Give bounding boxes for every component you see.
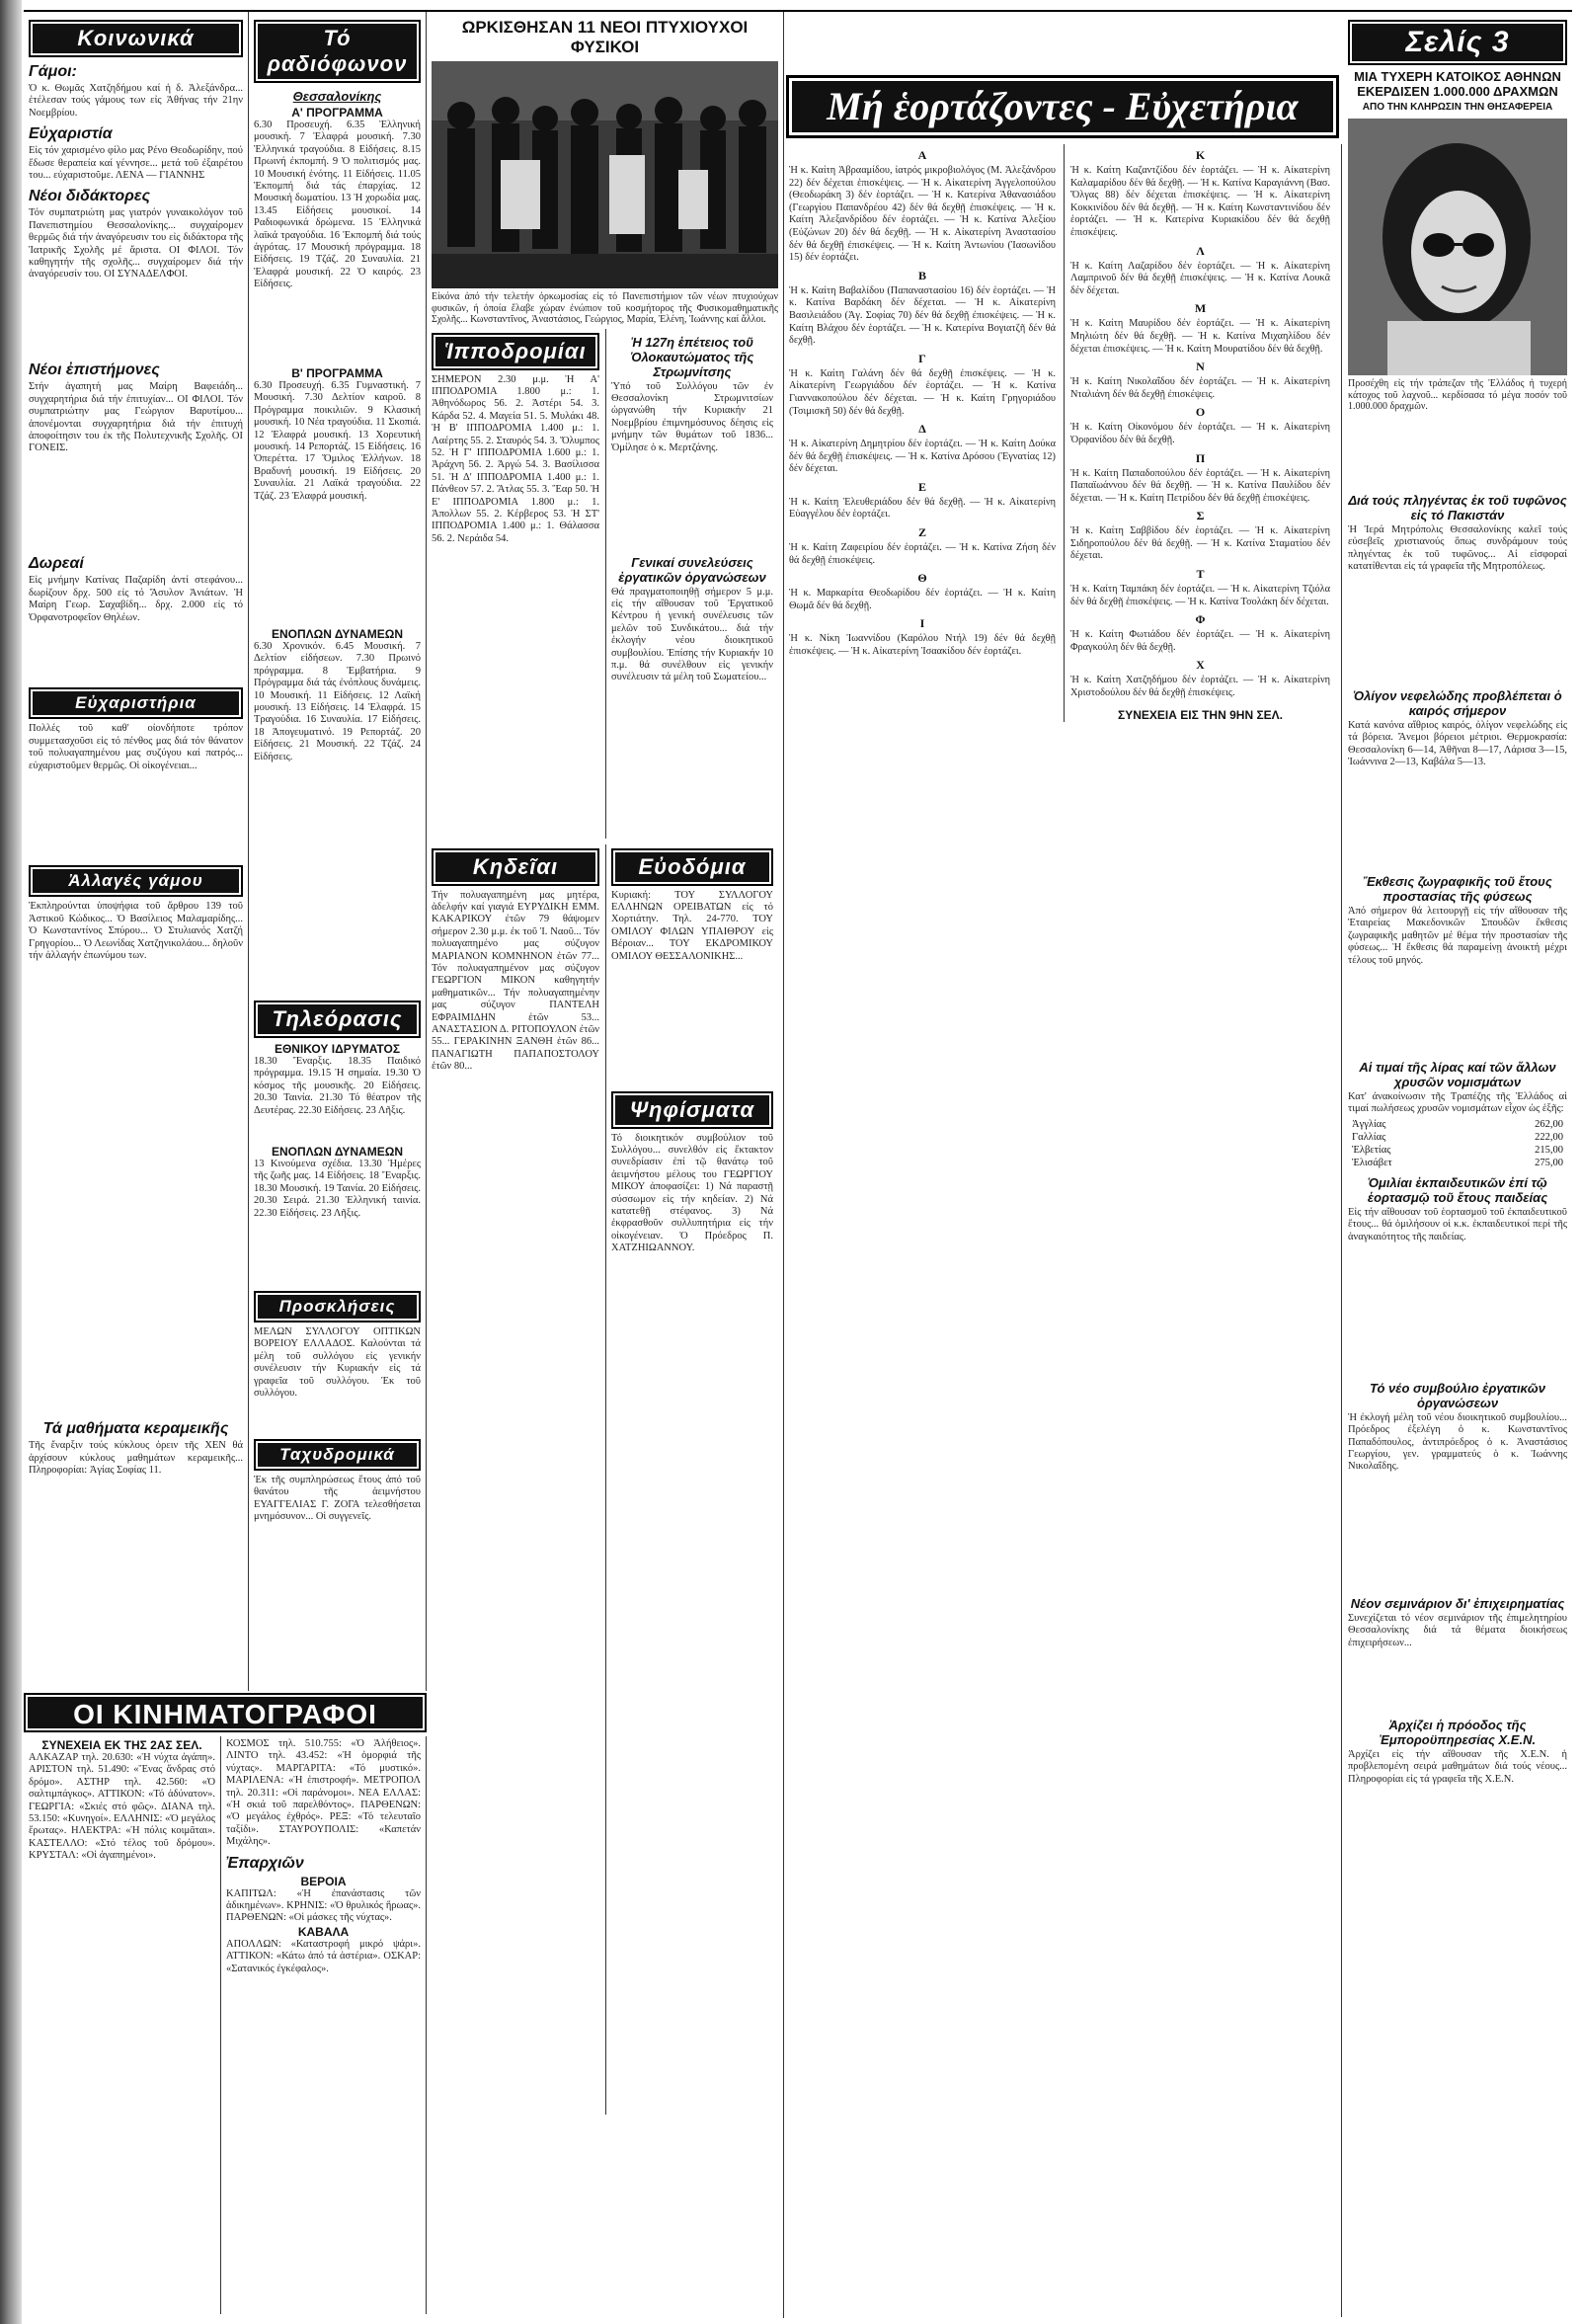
coin-row: Ἑλβετίας 215,00 [1352, 1144, 1563, 1156]
cinema-kavala-heading: ΚΑΒΑΛΑ [297, 1924, 350, 1939]
heading-epeteios: Ἡ 127η ἐπέτειος τοῦ Ὁλοκαυτώματος τῆς Στρωμνίτσης [630, 334, 754, 379]
list-p: Ἡ κ. Καίτη Παπαδοπούλου δέν ἑορτάζει. — Ἡ κ. Αἰκατερίνη Παπαϊωάννου δέν θά δεχθῇ. — Ἡ κ. Κατίνα Παυλίδου δέν δέχεται. — Ἡ κ. Καίτη Πετρίδου δέν θά δεχθῇ ἐπισκέψεις. [1070, 467, 1330, 504]
cinema-mid-list: ΚΟΣΜΟΣ τηλ. 510.755: «Ὁ Ἀλήθειος». ΛΙΝΤΟ τηλ. 43.452: «Ἡ ὀμορφιά τῆς νύχτας». ΜΑΡΓΑΡΙΤΑ: «Τό μυστικό». ΜΑΡΙΛΕΝΑ: «Ἡ ἐπιστροφή». ΜΕΤΡΟΠΟΛ τηλ. 20.311: «Οἱ παράνομοι». ΝΕΑ ΕΛΛΑΣ: «Ἡ σκιά τοῦ παρελθόντος». ΠΑΡΘΕΝΩΝ: «Ὁ μεγάλος ἐχθρός». ΡΕΞ: «Τό τελευταῖο ταξίδι». ΣΤΑΥΡΟΥΠΟΛΙΣ: «Καπετάν Μιχάλης». [226, 1738, 421, 1848]
list-i: Ἡ κ. Νίκη Ἰωαννίδου (Καρόλου Ντήλ 19) δέν θά δεχθῇ ἐπισκέψεις. — Ἡ κ. Αἰκατερίνη Ἰσαακίδου δέν ἑορτάζει. [789, 633, 1056, 658]
heading-geniki: Γενικαί συνελεύσεις ἐργατικῶν ὀργανώσεων [618, 554, 766, 585]
coin-price-table [1352, 1118, 1563, 1169]
graduates-photo-svg [432, 61, 778, 288]
letter-k: Κ [1195, 148, 1206, 162]
list-k: Ἡ κ. Καίτη Καζαντζίδου δέν ἑορτάζει. — Ἡ κ. Αἰκατερίνη Καλαμαρίδου δέν θά δεχθῇ. — Ἡ κ. Κατίνα Καραγιάννη (Βασ. Ὄλγας 88) δέν δέχεται ἐπισκέψεις. — Ἡ κ. Αἰκατερίνη Κοκκινίδου δέν θά δεχθῇ. — Ἡ κ. Καίτη Κωνσταντινίδου δέν ἑορτάζει. — Ἡ κ. Κατερίνα Κυριακίδου δέν θά δεχθῇ ἐπισκέψεις. [1070, 165, 1330, 238]
cinema-eparxies-heading: Ἐπαρχιῶν [226, 1854, 304, 1872]
column-news [427, 12, 784, 2318]
text-b-program: 6.30 Προσευχή. 6.35 Γυμναστική. 7 Μουσική. 7.30 Δελτίον καιροῦ. 8 Πρόγραμμα ποικιλιῶν. 9 Κλασική μουσική. 10 Νέα τραγούδια. 11 Σκοπιά. 12 Ἐλαφρά μουσική. 13 Χορευτική μουσική. 14 Ρεπορτάζ. 15 Εἰδήσεις. 16 Ὀπερέττα. 17 Ὅμιλος Ἑλλήνων. 18 Βραδυνή μουσική. 19 Εἰδήσεις. 20 Συναυλία. 21 Λαϊκά τραγούδια. 22 Τζάζ. 23 Ἐλαφρά μουσική. [254, 380, 421, 502]
text-a-program: 6.30 Προσευχή. 6.35 Ἑλληνική μουσική. 7 Ἐλαφρά μουσική. 7.30 Ἐλληνικά τραγούδια. 8 Εἰδήσεις. 8.15 Πρωινή ἐκπομπή. 9 Ὁ πολιτισμός μας. 10 Μουσική ἑνότης. 11 Εἰδήσεις. 11.05 Ἐκπομπή διά τάς ἐπαρχίας. 12 Μουσική δωματίου. 13 Ἡ χορωδία μας. 13.45 Εἰδήσεις μουσικοί. 14 Ραδιοφωνικά δρώμενα. 15 Ἑλληνικά λαϊκά τραγούδια. 16 Ἐκπομπή διά τούς ἀγρότας. 17 Μουσική πρόγραμμα. 18 Εἰδήσεις. 19 Τζάζ. 20 Συναυλία. 21 Ἐλαφρά μουσική. 22 Ὁ καιρός. 23 Εἰδήσεις. [254, 120, 421, 290]
section-banner-allages: Ἀλλαγές γάμου [29, 865, 243, 897]
list-x: Ἡ κ. Καίτη Χατζηδήμου δέν ἑορτάζει. — Ἡ κ. Αἰκατερίνη Χριστοδούλου δέν θά δεχθῇ ἐπισκέψεις. [1070, 675, 1330, 699]
letter-x: Χ [1196, 658, 1205, 673]
text-kairos: Κατά κανόνα αἴθριος καιρός, ὀλίγον νεφελώδης εἰς τά βόρεια. Ἄνεμοι βόρειοι μέτριοι. Θερμοκρασία: Θεσσαλονίκη 6—14, Ἀθῆναι 8—17, Λάρισα 3—15, Ἰωάννινα 2—13, Καβάλα 5—13. [1348, 720, 1567, 768]
text-syndesmos: Ἡ ἐκλογή μέλη τοῦ νέου διοικητικοῦ συμβουλίου... Πρόεδρος ἐξελέγη ὁ κ. Κωνσταντῖνος Παπαδόπουλος, ἀντιπρόεδρος ὁ κ. Ἀναστάσιος Γεωργίου, γεν. γραμματεύς ὁ κ. Ἰωάννης Νικολαΐδης. [1348, 1411, 1567, 1473]
list-m: Ἡ κ. Καίτη Μαυρίδου δέν ἑορτάζει. — Ἡ κ. Αἰκατερίνη Μηλιώτη δέν θά δεχθῇ. — Ἡ κ. Κατίνα Μιχαηλίδου δέν δέχεται ἐπισκέψεις. — Ἡ κ. Καίτη Μουρατίδου δέν θά δεχθῇ. [1070, 318, 1330, 355]
text-omilia: Εἰς τήν αἴθουσαν τοῦ ἑορτασμοῦ τοῦ ἐκπαιδευτικοῦ ἔτους... θά ὁμιλήσουν οἱ κ.κ. ἐκπαιδευτικοί περί τῆς ἀναγκαιότητος τῆς παιδείας. [1348, 1206, 1567, 1242]
coin-row: Ἐλισάβετ 275,00 [1352, 1157, 1563, 1168]
text-arxi: Ἀρχίζει εἰς τήν αἴθουσαν τῆς Χ.Ε.Ν. ἡ προβλεπομένη σειρά μαθημάτων διά τούς νέους... Πληροφορίαι εἰς τά γραφεῖα τῆς Χ.Ε.Ν. [1348, 1748, 1567, 1785]
text-taxydromika: Ἐκ τῆς συμπληρώσεως ἔτους ἀπό τοῦ θανάτου τῆς ἀειμνήστου ΕΥΑΓΓΕΛΙΑΣ Γ. ΖΟΓΑ τελεσθήσεται μνημόσυνον... Οἱ συγγενεῖς. [254, 1475, 421, 1523]
section-banner-euodia: Εὐοδόμια [611, 848, 773, 886]
photo-winner [1348, 119, 1567, 375]
section-banner-selis: Σελίς 3 [1348, 20, 1567, 65]
section-banner-taxydromika: Ταχυδρομικά [254, 1439, 421, 1471]
list-l: Ἡ κ. Καίτη Λαζαρίδου δέν ἑορτάζει. — Ἡ κ. Αἰκατερίνη Λαμπρινοῦ δέν θά δεχθῇ ἐπισκέψεις. — Ἡ κ. Κατίνα Λουκᾶ δέν δέχεται. [1070, 260, 1330, 296]
text-eirt: 18.30 Ἔναρξις. 18.35 Παιδικό πρόγραμμα. 19.15 Ἡ σημαία. 19.30 Ὁ κόσμος τῆς μουσικῆς. 20 Εἰδήσεις. 20.30 Ταινία. 21.30 Τό θέατρον τῆς Δευτέρας. 22.30 Εἰδήσεις. 23 Λῆξις. [254, 1056, 421, 1116]
heading-coin-prices: Αἱ τιμαί τῆς λίρας καί τῶν ἄλλων χρυσῶν νομισμάτων [1359, 1060, 1556, 1089]
letter-a: Α [917, 148, 927, 162]
list-n: Ἡ κ. Καίτη Νικολαΐδου δέν ἑορτάζει. — Ἡ κ. Αἰκατερίνη Νταλιάνη δέν θά δεχθῇ ἐπισκέψεις. [1070, 376, 1330, 400]
heading-neoi-epistimones: Νέοι ἐπιστήμονες [29, 361, 160, 379]
section-banner-tv: Τηλεόρασις [254, 1001, 421, 1038]
heading-ekthesi: Ἔκθεσις ζωγραφικῆς τοῦ ἔτους προστασίας τῆς φύσεως [1363, 874, 1552, 904]
section-banner-psifisma: Ψηφίσματα [611, 1091, 773, 1129]
list-th: Ἡ κ. Μαρκαρίτα Θεοδωρίδου δέν ἑορτάζει. — Ἡ κ. Καίτη Θωμᾶ δέν θά δεχθῇ. [789, 588, 1056, 611]
section-banner-ippodromia: Ἱπποδρομίαι [432, 333, 599, 370]
text-geniki: Θά πραγματοποιηθῇ σήμερον 5 μ.μ. εἰς τήν αἴθουσαν τοῦ Ἐργατικοῦ Κέντρου ἡ γενική συνέλευσις τῶν μελῶν τοῦ Συνδικάτου... διά τήν ἐκλογήν νέου διοικητικοῦ συμβουλίου. Ἐπίσης τήν Κυριακήν 10 π.μ. θά συνέλθουν εἰς γενικήν συνέλευσιν τά μέλη τοῦ Σωματείου... [611, 586, 773, 683]
text-psifisma: Τό διοικητικόν συμβούλιον τοῦ Συλλόγου... συνελθόν εἰς ἔκτακτον συνεδρίασιν ἐπί τῷ θανάτῳ τοῦ ἀειμνήστου μέλους του ΓΕΩΡΓΙΟΥ ΜΙΚΟΥ ἀποφασίζει: 1) Νά παραστῇ σύσσωμον εἰς τήν κηδείαν. 2) Νά κατατεθῇ στέφανος. 3) Νά ἐκφρασθοῦν συλλυπητήρια εἰς τήν οἰκογένειαν. Ὁ Πρόεδρος Π. ΧΑΤΖΗΙΩΑΝΝΟΥ. [611, 1132, 773, 1254]
heading-arxi: Ἀρχίζει ἡ πρόοδος τῆς Ἐμποροϋπηρεσίας Χ.Ε.Ν. [1379, 1717, 1537, 1747]
list-f: Ἡ κ. Καίτη Φωτιάδου δέν ἑορτάζει. — Ἡ κ. Αἰκατερίνη Φραγκούλη δέν θά δεχθῇ. [1070, 629, 1330, 653]
letter-f: Φ [1195, 612, 1206, 627]
text-euodia: Κυριακή: ΤΟΥ ΣΥΛΛΟΓΟΥ ΕΛΛΗΝΩΝ ΟΡΕΙΒΑΤΩΝ εἰς τό Χορτιάτην. Τηλ. 24-770. ΤΟΥ ΟΜΙΛΟΥ ΦΙΛΩΝ ΥΠΑΙΘΡΟΥ εἰς Βέροιαν... ΤΟΥ ΕΚΔΡΟΜΙΚΟΥ ΟΜΙΛΟΥ ΘΕΣΣΑΛΟΝΙΚΗΣ... [611, 889, 773, 962]
list-g: Ἡ κ. Καίτη Γαλάνη δέν θά δεχθῇ ἐπισκέψεις. — Ἡ κ. Αἰκατερίνη Γεωργιάδου δέν ἑορτάζει. — Ἡ κ. Κατίνα Γιαννακοπούλου δέν δέχεται. — Ἡ κ. Καίτη Γρηγοριάδου (Τσιμισκῆ 50) δέν θά δεχθῇ. [789, 367, 1056, 417]
kicker-lottery: ΜΙΑ ΤΥΧΕΡΗ ΚΑΤΟΙΚΟΣ ΑΘΗΝΩΝ ΕΚΕΡΔΙΣΕΝ 1.000.000 ΔΡΑΧΜΩΝ [1354, 69, 1561, 99]
heading-b-program: Β' ΠΡΟΓΡΑΜΜΑ [291, 366, 383, 380]
heading-neoi-didaktores: Νέοι διδάκτορες [29, 188, 150, 205]
heading-thessaloniki: Θεσσαλονίκης [292, 89, 382, 104]
cinema-veroia-heading: ΒΕΡΟΙΑ [300, 1874, 347, 1888]
list-a: Ἡ κ. Καίτη Ἀβρααμίδου, ἰατρός μικροβιολόγος (Μ. Ἀλεξάνδρου 22) δέν δέχεται ἐπισκέψεις. — Ἡ κ. Αἰκατερίνη Ἀγγελοπούλου (Θεοδωράκη 3) δέν ἑορτάζει. — Ἡ κ. Κατερίνα Ἀθανασιάδου (Γεωργίου Παπανδρέου 42) δέν θά δεχθῇ ἐπισκέψεις. — Ἡ κ. Καίτη Ἀλεξανδρίδου δέν ἑορτάζει. — Ἡ κ. Κατίνα Ἀλεξίου (Εὐζώνων 20) δέν θά δεχθῇ. — Ἡ κ. Αἰκατερίνη Ἀναστασίου δέν θά δεχθῇ ἐπισκέψεις. — Ἡ κ. Καίτη Ἀντωνίου (Ἰασωνίδου 15) δέν ἑορτάζει. [789, 165, 1056, 264]
section-banner-kideia: Κηδεῖαι [432, 848, 599, 886]
heading-omilia: Ὁμιλίαι ἐκπαιδευτικῶν ἐπί τῷ ἑορτασμῷ τοῦ ἔτους παιδείας [1367, 1174, 1548, 1205]
heading-nea: Νέον σεμινάριον δι' ἐπιχειρηματίας [1350, 1595, 1565, 1611]
cinema-kavala-list: ΑΠΟΛΛΩΝ: «Καταστροφή μικρό ψάρι». ΑΤΤΙΚΟΝ: «Κάτω ἀπό τά ἀστέρια». ΟΣΚΑΡ: «Σατανικός ἐγκέφαλος». [226, 1938, 421, 1974]
letter-z: Ζ [917, 525, 926, 540]
section-banner-social: Κοινωνικά [29, 20, 243, 57]
heading-kairos: Ὀλίγον νεφελώδης προβλέπεται ὁ καιρός σήμερον [1353, 688, 1562, 718]
headline-physicists: ΩΡΚΙΣΘΗΣΑΝ 11 ΝΕΟΙ ΠΤΥΧΙΟΥΧΟΙ ΦΥΣΙΚΟΙ [461, 18, 749, 56]
letter-e: Ε [917, 479, 926, 494]
text-ekthesi: Ἀπό σήμερον θά λειτουργῇ εἰς τήν αἴθουσαν τῆς Ἑταιρείας Μακεδονικῶν Σπουδῶν ἔκθεσις ζωγραφικῆς μαθητῶν μέ θέμα τήν προστασίαν τῆς φύσεως... Ἡ ἔκθεσις θά παραμείνῃ ἀνοικτή μέχρι τέλους τοῦ μηνός. [1348, 906, 1567, 966]
heading-enoplon: ΕΝΟΠΛΩΝ ΔΥΝΑΜΕΩΝ [271, 627, 403, 641]
list-s: Ἡ κ. Καίτη Σαββίδου δέν ἑορτάζει. — Ἡ κ. Αἰκατερίνη Σιδηροπούλου δέν θά δεχθῇ. — Ἡ κ. Κατίνα Σταματίου δέν δέχεται. [1070, 525, 1330, 562]
section-banner-euxaristiria: Εὐχαριστήρια [29, 687, 243, 719]
list-t: Ἡ κ. Καίτη Ταμπάκη δέν ἑορτάζει. — Ἡ κ. Αἰκατερίνη Τζιόλα δέν θά δεχθῇ ἐπισκέψεις. — Ἡ κ. Κατίνα Τσολάκη δέν δέχεται. [1070, 584, 1330, 607]
letter-th: Θ [917, 571, 927, 586]
list-b: Ἡ κ. Καίτη Βαβαλίδου (Παπαναστασίου 16) δέν ἑορτάζει. — Ἡ κ. Κατίνα Βαρδάκη δέν δέχεται. — Ἡ κ. Αἰκατερίνη Βασιλειάδου (Ἀγ. Σοφίας 70) δέν θά δεχθῇ ἐπισκέψεις. — Ἡ κ. Καίτη Βλάχου δέν ἑορτάζει. — Ἡ κ. Κατερίνα Βογιατζῆ δέν θά δεχθῇ. [789, 284, 1056, 347]
column-radio [249, 12, 427, 1691]
winner-photo-svg [1348, 119, 1567, 375]
list-z: Ἡ κ. Καίτη Ζαφειρίου δέν ἑορτάζει. — Ἡ κ. Κατίνα Ζήση δέν θά δεχθῇ ἐπισκέψεις. [789, 542, 1056, 566]
cinema-right [221, 1736, 427, 2314]
caption-winner: Προσέχθη εἰς τήν τράπεζαν τῆς Ἑλλάδος ἡ τυχερή κάτοχος τοῦ λαχνοῦ... κερδίσασα τό μέγα ποσόν τοῦ 1.000.000 δραχμῶν. [1348, 378, 1567, 412]
newspaper-page [24, 10, 1572, 2316]
column-right [1343, 12, 1572, 2318]
text-prosklisis: ΜΕΛΩΝ ΣΥΛΛΟΓΟΥ ΟΠΤΙΚΩΝ ΒΟΡΕΙΟΥ ΕΛΛΑΔΟΣ. Καλούνται τά μέλη τοῦ συλλόγου εἰς γενικήν συνέλευσιν τήν Κυριακήν εἰς τά γραφεῖα τοῦ συλλόγου. Ἐκ τοῦ συλλόγου. [254, 1326, 421, 1400]
text-neoi-epistimones: Στήν ἀγαπητή μας Μαίρη Βαφειάδη... συγχαρητήρια διά τήν ἐπιτυχίαν... ΟΙ ΦΙΛΟΙ. Τόν συμπατριώτην μας Γεώργιον Βαρυτίμου... ἀπονέμονται συγχαρητήρια διά τήν ἐπιτυχή ἀποφοίτησιν του ἐκ τῆς Πολυτεχνικῆς Σχολῆς. ΟΙ ΓΟΝΕΙΣ. [29, 381, 243, 454]
letter-g: Γ [918, 351, 926, 365]
text-plhgentes: Ἡ Ἱερά Μητρόπολις Θεσσαλονίκης καλεῖ τούς εὐσεβεῖς χριστιανούς ὅπως συνδράμουν τούς πληγέντας ἐκ τοῦ τυφῶνος... Αἱ εἰσφοραί κατατίθενται εἰς τά γραφεῖα τῆς Μητροπόλεως. [1348, 524, 1567, 573]
cinema-left [24, 1736, 221, 2314]
letter-b: Β [917, 268, 926, 282]
list-e: Ἡ κ. Καίτη Ἐλευθεριάδου δέν θά δεχθῇ. — Ἡ κ. Αἰκατερίνη Εὐαγγέλου δέν ἑορτάζει. [789, 496, 1056, 521]
heading-a-program: Α' ΠΡΟΓΡΑΜΜΑ [291, 106, 383, 120]
text-mathimata: Τῆς ἔναρξιν τούς κύκλους ὀρειν τῆς ΧΕΝ θά ἀρχίσουν κύκλους μαθημάτων κεραμεικῆς... Πληροφορίαι: Ἁγίας Σοφίας 11. [29, 1440, 243, 1477]
section-banner-radio: Τό ραδιόφωνον [254, 20, 421, 83]
title-mi-eortazontes: Μή ἑορτάζοντες - Εὐχετήρια [786, 75, 1339, 138]
text-allages: Ἐκπληρούνται ὑποψήφια τοῦ ἄρθρου 139 τοῦ Ἀστικοῦ Κώδικος... Ὁ Βασίλειος Μαλαμαρίδης... Ὁ Κωνσταντίνος Σπύρου... Ὁ Στυλιανός Χατζή Γρηγορίου... Ὁ Λεωνίδας Χατζηνικολάου... δηλοῦν τήν ἀλλαγήν ἐπωνύμου των. [29, 901, 243, 962]
heading-euxaristia: Εὐχαριστία [29, 125, 113, 143]
text-nea: Συνεχίζεται τό νέον σεμινάριον τῆς ἐπιμελητηρίου Θεσσαλονίκης διά τά θέματα διοικήσεως ἐπιχειρήσεων... [1348, 1612, 1567, 1648]
text-euxaristiria: Πολλές τοῦ καθ' οἰονδήποτε τρόπον συμμετασχοῦσι εἰς τό πένθος μας διά τόν θάνατον τοῦ πολυαγαπημένου μας συζύγου καί πατρός... εὐχαριστοῦμεν θερμῶς. Οἱ οἰκογένειαι... [29, 723, 243, 771]
letter-t: Τ [1196, 567, 1205, 582]
continued-note: ΣΥΝΕΧΕΙΑ ΕΙΣ ΤΗΝ 9ΗΝ ΣΕΛ. [1118, 707, 1283, 722]
text-neoi-didaktores: Τόν συμπατριώτη μας γιατρόν γυναικολόγον τοῦ Πανεπιστημίου Θεσσαλονίκης... συγχαίρομεν θερμῶς διά τήν ἀναγόρευσιν του εἰς διδάκτορα τῆς Ἰατρικῆς Σχολῆς μέ ἄριστα. ΟΙ ΦΙΛΟΙ. Τόν καθηγητήν τῆς σχολῆς... συγχαίρομεν διά τήν ἀναγόρευσίν του. ΟΙ ΣΥΝΑΔΕΛΦΟΙ. [29, 207, 243, 280]
cinema-left-list: ΑΛΚΑΖΑΡ τηλ. 20.630: «Ἡ νύχτα ἀγάπη». ΑΡΙΣΤΟΝ τηλ. 51.490: «Ἕνας ἄνδρας στό δρόμο». ΑΣΤΗΡ τηλ. 42.560: «Ὁ σαλτιμπάγκος». ΑΤΤΙΚΟΝ: «Τό ἀδύνατον». ΓΕΩΡΓΙΑ: «Σκιές στό φῶς». ΔΙΑΝΑ τηλ. 53.150: «Κυνηγοί». ΕΛΛΗΝΙΣ: «Ὁ μεγάλος ἔρωτας». ΗΛΕΚΤΡΑ: «Ἡ πόλις κοιμᾶται». ΚΑΣΤΕΛΛΟ: «Στό τέλος τοῦ δρόμου». ΚΡΥΣΤΑΛ: «Οἱ ἀγαπημένοι». [29, 1752, 215, 1862]
name-days-right [1064, 144, 1330, 722]
name-days-left [789, 144, 1056, 722]
heading-dorea: Δωρεαί [29, 555, 84, 573]
text-gamoi: Ὁ κ. Θωμᾶς Χατζηδήμου καί ἡ δ. Ἀλεξάνδρα... ἐτέλεσαν τούς γάμους των εἰς Ἀθήνας τήν 21ην Νοεμβρίου. [29, 83, 243, 119]
letter-s: Σ [1196, 509, 1205, 523]
text-euxaristia: Εἰς τόν χαρισμένο φίλο μας Ρένο Θεοδωρίδην, πού ἔδωσε θεραπεία καί γέννησε... μετά τοῦ ἐξαιρέτου του... εὐχαριστοῦμε. ΛΕΝΑ — ΓΙΑΝΝΗΣ [29, 145, 243, 182]
heading-mathimata: Τά μαθήματα κεραμεικῆς [42, 1420, 229, 1438]
letter-p: Π [1195, 450, 1206, 465]
text-kideia: Τήν πολυαγαπημένη μας μητέρα, ἀδελφήν καί γιαγιά ΕΥΡΥΔΙΚΗ ΕΜΜ. ΚΑΚΑΡΙΚΟΥ ἐτῶν 79 θάψομεν σήμερον 2.30 μ.μ. ἐκ τοῦ Ἱ. Ναοῦ... Τόν πολυαγαπημένο μας σύζυγον ΜΑΡΙΑΝΟΝ ΚΟΜΝΗΝΟΝ ἐτῶν 77... Τόν πολυαγαπημένον μας σύζυγον ΓΕΩΡΓΙΟΝ ΜΙΚΟΝ καθηγητήν μαθηματικῶν... Τήν πολυαγαπημένην μας σύζυγον ΠΑΝΤΕΛΗ ΕΦΡΑΙΜΙΔΗΝ ἐτῶν 53... ΑΝΑΣΤΑΣΙΟΝ Δ. ΡΙΤΟΠΟΥΛΟΝ ἐτῶν 55... ΓΕΡΑΚΙΝΗΝ ΞΑΝΘΗ ἐτῶν 86... ΠΑΝΑΓΙΩΤΗ ΠΑΠΑΠΟΣΤΟΛΟΥ ἐτῶν 80... [432, 889, 599, 1073]
coin-row: Ἀγγλίας 262,00 [1352, 1118, 1563, 1130]
heading-eirt: ΕΘΝΙΚΟΥ ΙΔΡΥΜΑΤΟΣ [274, 1042, 401, 1056]
photo-graduates [432, 61, 778, 288]
heading-gamoi: Γάμοι: [29, 63, 77, 80]
text-enoplon: 6.30 Χρονικόν. 6.45 Μουσική. 7 Δελτίον εἰδήσεων. 7.30 Πρωινό πρόγραμμα. 8 Ἐμβατήρια. 9 Πρόγραμμα διά τάς ἐνόπλους δυνάμεις. 10 Μουσική. 11 Εἰδήσεις. 12 Λαϊκή μουσική. 13 Εἰδήσεις. 14 Ἐλαφρά. 15 Τραγούδια. 16 Συναυλία. 17 Εἰδήσεις. 18 Ἀπογευματινό. 19 Ρεπορτάζ. 20 Εἰδήσεις. 21 Μουσική. 22 Τζάζ. 24 Εἰδήσεις. [254, 641, 421, 762]
column-social [24, 12, 249, 1691]
letter-i: Ι [919, 616, 925, 631]
letter-n: Ν [1196, 360, 1205, 374]
heading-plhgentes: Διά τούς πληγέντας ἐκ τοῦ τυφῶνος εἰς τό Πακιστάν [1348, 493, 1567, 522]
letter-o: Ο [1195, 405, 1206, 420]
column-name-days [784, 144, 1342, 2317]
section-banner-prosklisis: Προσκλήσεις [254, 1291, 421, 1322]
heading-syndesmos: Τό νέο συμβούλιο ἐργατικῶν ὀργανώσεων [1369, 1380, 1545, 1410]
letter-m: Μ [1194, 301, 1207, 316]
letter-l: Λ [1196, 243, 1205, 258]
text-coin-prices: Κατ' ἀνακοίνωσιν τῆς Τραπέζης τῆς Ἑλλάδος αἱ τιμαί πωλήσεως χρυσῶν νομισμάτων εἶχον ὡς ἑξῆς: [1348, 1091, 1567, 1115]
cinema-veroia-list: ΚΑΠΙΤΩΛ: «Ἡ ἐπανάστασις τῶν ἀδικημένων». ΚΡΗΝΙΣ: «Ὁ θρυλικός ἥρωας». ΠΑΡΘΕΝΩΝ: «Οἱ μάσκες τῆς νύχτας». [226, 1887, 421, 1924]
list-o: Ἡ κ. Καίτη Οἰκονόμου δέν ἑορτάζει. — Ἡ κ. Αἰκατερίνη Ὀρφανίδου δέν θά δεχθῇ. [1070, 422, 1330, 445]
text-ippodromia: ΣΗΜΕΡΟΝ 2.30 μ.μ. Ἡ Α' ΙΠΠΟΔΡΟΜΙΑ 1.800 μ.: 1. Ἀθηνόδωρος 56. 2. Ἀστέρι 54. 3. Κάρδα 52. 4. Μαγεία 51. 5. Μυλάκι 48. Ἡ Β' ΙΠΠΟΔΡΟΜΙΑ 1.400 μ.: 1. Λαέρτης 55. 2. Σταυρός 54. 3. Ὄλυμπος 52. Ἡ Γ' ΙΠΠΟΔΡΟΜΙΑ 1.600 μ.: 1. Ἀράχνη 56. 2. Ἀργώ 54. 3. Βασίλισσα 51. Ἡ Δ' ΙΠΠΟΔΡΟΜΙΑ 1.400 μ.: 1. Πάνθεον 57. 2. Ἄτλας 55. 3. Ἔαρ 50. Ἡ Ε' ΙΠΠΟΔΡΟΜΙΑ 1.800 μ.: 1. Ἀπολλων 55. 2. Κέρβερος 53. Ἡ ΣΤ' ΙΠΠΟΔΡΟΜΙΑ 1.400 μ.: 1. Θάλασσα 56. 2. Νεράιδα 54. [432, 373, 599, 544]
scan-edge [0, 0, 22, 2324]
caption-graduates: Εἰκόνα ἀπό τήν τελετήν ὁρκωμοσίας εἰς τό Πανεπιστήμιον τῶν νέων πτυχιούχων φυσικῶν, ἡ ὁποία ἔλαβε χώραν ἐνώπιον τοῦ κοσμήτορος τῆς Φυσικομαθηματικῆς Σχολῆς... Κωνσταντῖνος, Ἀναστάσιος, Γεώργιος, Μαρία, Ἑλένη, Ἰωάννης καί ἄλλοι. [432, 291, 778, 325]
text-epeteios: Ὑπό τοῦ Συλλόγου τῶν ἐν Θεσσαλονίκη Στρωμνιτσίων ὠργανώθη τήν Κυριακήν 21 Νοεμβρίου ἐπιμνημόσυνος δέησις εἰς μνήμην τῶν θυμάτων τοῦ 1836... Ὁμίλησε ὁ κ. Μερτζάνης. [611, 380, 773, 453]
heading-yened: ΕΝΟΠΛΩΝ ΔΥΝΑΜΕΩΝ [271, 1145, 403, 1159]
letter-d: Δ [918, 422, 926, 437]
list-d: Ἡ κ. Αἰκατερίνη Δημητρίου δέν ἑορτάζει. — Ἡ κ. Καίτη Δούκα δέν θά δεχθῇ ἐπισκέψεις. — Ἡ κ. Κατίνα Δρόσου (Ἐγνατίας 12) δέν δέχεται. [789, 439, 1056, 475]
subkicker-lottery: ΑΠΟ ΤΗΝ ΚΛΗΡΩΣΙΝ ΤΗΝ ΘΗΣΑΦΕΡΕΙΑ [1362, 102, 1553, 113]
cinema-banner: ΟΙ ΚΙΝΗΜΑΤΟΓΡΑΦΟΙ [24, 1693, 427, 1732]
text-yened: 13 Κινούμενα σχέδια. 13.30 Ἡμέρες τῆς ζωῆς μας. 14 Εἰδήσεις. 18 Ἔναρξις. 18.30 Μουσική. 19 Ταινία. 20 Εἰδήσεις. 20.30 Σειρά. 21.30 Ἑλληνική ταινία. 22.30 Εἰδήσεις. 23 Λῆξις. [254, 1159, 421, 1219]
coin-row: Γαλλίας 222,00 [1352, 1131, 1563, 1143]
cinema-continue-heading: ΣΥΝΕΧΕΙΑ ΕΚ ΤΗΣ 2ΑΣ ΣΕΛ. [41, 1738, 202, 1752]
text-dorea: Εἰς μνήμην Κατίνας Παζαρίδη ἀντί στεφάνου... δωρίζουν δρχ. 500 εἰς τό Ἄσυλον Ἀνιάτων. Ἡ Μαίρη Γεωρ. Σαχαβίδη... δρχ. 2.000 εἰς τό Ὀρφανοτροφεῖον Θηλέων. [29, 575, 243, 623]
